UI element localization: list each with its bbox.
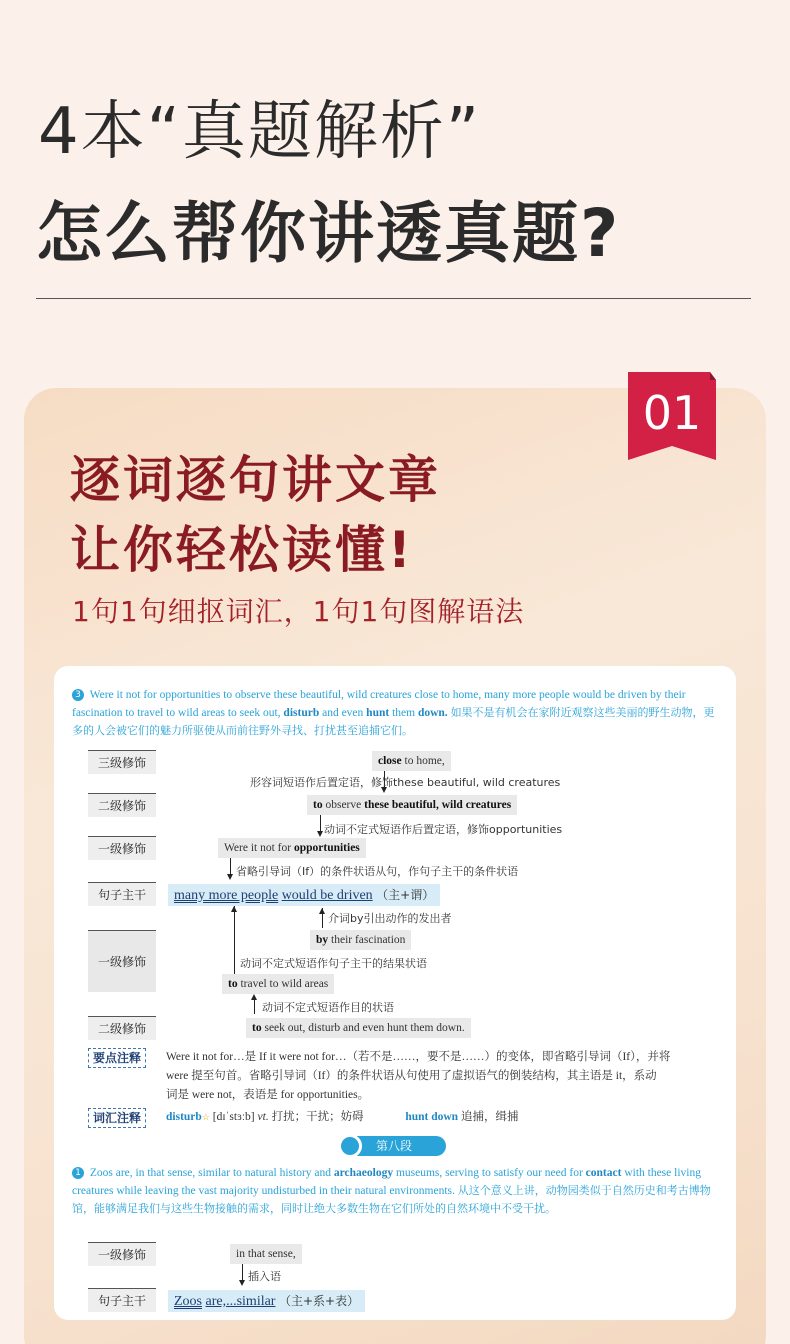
annotation: 形容词短语作后置定语，修饰these beautiful, wild creatures	[250, 776, 561, 789]
card-subtitle: 1句1句细抠词汇，1句1句图解语法	[72, 595, 525, 628]
hero-divider	[36, 298, 751, 299]
annotation: 插入语	[248, 1270, 281, 1283]
sentence-number: 3	[72, 689, 84, 701]
sentence-3	[72, 686, 722, 740]
sentence-text: Zoos are, in that sense, similar to natural history and	[89, 1167, 331, 1179]
sentence-number: 1	[72, 1167, 84, 1179]
vocab-tag: 词汇注释	[88, 1108, 146, 1128]
structure-label: （主+系+表）	[278, 1294, 360, 1308]
level-label: 句子主干	[88, 1288, 156, 1312]
search-icon	[338, 1134, 362, 1158]
predicate: would be driven	[281, 888, 373, 903]
arrow-down-icon	[239, 1280, 245, 1286]
level-label: 一级修饰	[88, 836, 156, 860]
phrase-box: to travel to wild areas	[222, 974, 334, 994]
level-label: 二级修饰	[88, 1016, 156, 1040]
card-title-line2: 让你轻松读懂!	[70, 521, 414, 579]
arrow-down-icon	[227, 874, 233, 880]
phrase-box: in that sense,	[230, 1244, 302, 1264]
sentence-text: museums, serving to satisfy our need for	[395, 1167, 583, 1179]
card-title-line1: 逐词逐句讲文章	[70, 451, 441, 509]
arrow-up-icon	[319, 908, 325, 914]
section-heading: 第八段	[342, 1136, 446, 1156]
phrase-box: to seek out, disturb and even hunt them down.	[246, 1018, 471, 1038]
key-note-tag: 要点注释	[88, 1048, 146, 1068]
sentence-text: and even	[322, 707, 364, 719]
sentence-text: Were it not for opportunities to observe these beautiful, wild creatures close to home, many more people would be driven by their fascination to travel to wild areas to seek out,	[72, 689, 686, 719]
keyword: archaeology	[333, 1167, 394, 1179]
vocab-line: disturb☆ [dɪˈstɜːb] vt. 打扰；干扰；妨碍 hunt down 追捕，缉捕	[166, 1111, 519, 1123]
sentence-text: with these living creatures while leaving the vast majority undisturbed in their natural environments.	[72, 1167, 701, 1197]
structure-label: （主+谓）	[376, 888, 435, 902]
phrase-box: Were it not for opportunities	[218, 838, 366, 858]
level-label: 二级修饰	[88, 793, 156, 817]
keyword: disturb	[283, 707, 320, 719]
sentence-translation: 从这个意义上讲，动物园类似于自然历史和考古博物馆，能够满足我们与这些生物接触的需求，同时让绝大多数生物在它们所处的自然环境中不受干扰。	[72, 1184, 711, 1215]
key-note-text: Were it not for…是 If it were not for…（若不是……，要不是……）的变体，即省略引导词（If），并将 were 提至句首。省略引导词（If）的条件状语从句使用了虚拟语气的倒装结构，其主语是 it，系动 词是 were not，表语是 for opportunities。	[166, 1051, 671, 1101]
subject: many more people	[174, 888, 279, 903]
level-label: 一级修饰	[88, 930, 156, 992]
hero-heading-line1: 4本“真题解析”	[38, 95, 482, 169]
main-clause-box	[168, 1290, 365, 1312]
annotation: 省略引导词（If）的条件状语从句，作句子主干的条件状语	[236, 865, 519, 878]
main-clause-box	[168, 884, 440, 906]
arrow-up-icon	[251, 994, 257, 1000]
sentence-1	[72, 1164, 722, 1218]
phrase-box: to observe these beautiful, wild creatures	[307, 795, 517, 815]
arrow-up-icon	[231, 906, 237, 912]
annotation: 介词by引出动作的发出者	[328, 912, 452, 925]
arrow-down-icon	[317, 831, 323, 837]
subject: Zoos	[174, 1294, 202, 1309]
hero-heading-line2: 怎么帮你讲透真题?	[36, 195, 621, 272]
sentence-text: them	[392, 707, 416, 719]
sample-page	[54, 666, 736, 1320]
keyword: hunt	[366, 707, 390, 719]
predicate: are,...similar	[205, 1294, 276, 1309]
phrase-box: close to home,	[372, 751, 451, 771]
keyword: down.	[417, 707, 448, 719]
sentence-translation: 如果不是有机会在家附近观察这些美丽的野生动物，更多的人会被它们的魅力所驱使从而前往野外寻找、打扰甚至追捕它们。	[72, 706, 715, 737]
level-label: 三级修饰	[88, 750, 156, 774]
keyword: contact	[585, 1167, 622, 1179]
level-label: 一级修饰	[88, 1242, 156, 1266]
phrase-box: by their fascination	[310, 930, 411, 950]
badge-number: 01	[642, 386, 702, 440]
level-label: 句子主干	[88, 882, 156, 906]
annotation: 动词不定式短语作目的状语	[262, 1001, 394, 1014]
annotation: 动词不定式短语作句子主干的结果状语	[240, 957, 427, 970]
annotation: 动词不定式短语作后置定语，修饰opportunities	[324, 823, 563, 836]
